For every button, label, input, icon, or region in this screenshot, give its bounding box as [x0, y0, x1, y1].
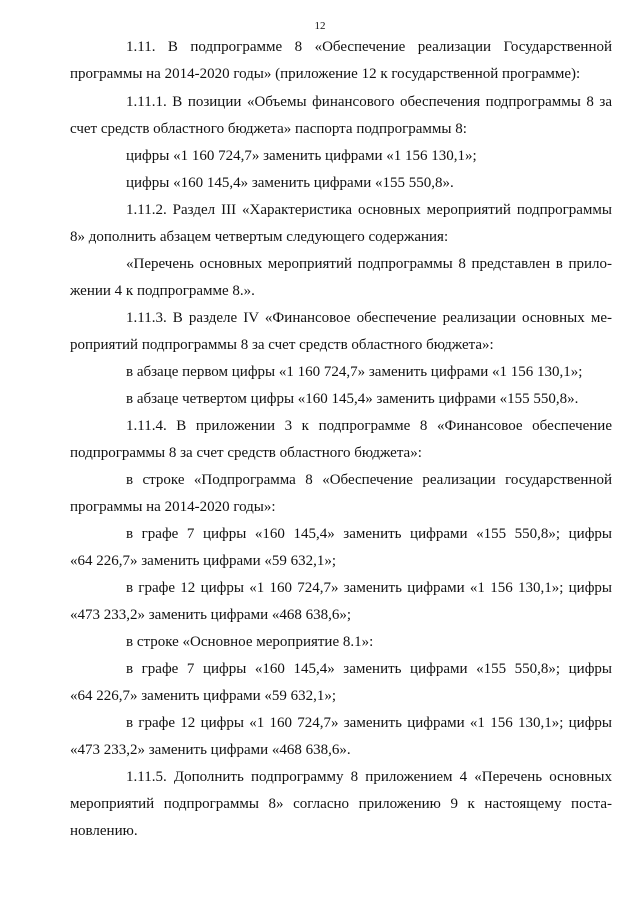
text-line: в графе 12 цифры «1 160 724,7» заменить цифрами «1 156 130,1»; цифры	[126, 580, 612, 596]
text-line: «64 226,7» заменить цифрами «59 632,1»;	[70, 688, 337, 704]
text-line: программы на 2014-2020 годы»:	[70, 499, 276, 515]
text-line: «Перечень основных мероприятий подпрограммы 8 представлен в прило-	[126, 256, 612, 272]
text-line: цифры «160 145,4» заменить цифрами «155 550,8».	[126, 175, 454, 191]
text-line: 1.11.3. В разделе IV «Финансовое обеспечение реализации основных ме-	[126, 310, 612, 326]
text-line: подпрограммы 8 за счет средств областного бюджета»:	[70, 445, 422, 461]
page-number: 12	[314, 20, 326, 32]
text-line: жении 4 к подпрограмме 8.».	[70, 283, 255, 299]
text-line: «64 226,7» заменить цифрами «59 632,1»;	[70, 553, 337, 569]
text-line: новлению.	[70, 823, 138, 839]
text-line: мероприятий подпрограммы 8» согласно приложению 9 к настоящему поста-	[70, 796, 612, 812]
text-line: цифры «1 160 724,7» заменить цифрами «1 156 130,1»;	[126, 148, 477, 164]
text-line: счет средств областного бюджета» паспорта подпрограммы 8:	[70, 121, 467, 137]
text-line: в абзаце четвертом цифры «160 145,4» заменить цифрами «155 550,8».	[126, 391, 579, 407]
text-line: в графе 7 цифры «160 145,4» заменить цифрами «155 550,8»; цифры	[126, 661, 612, 677]
text-line: «473 233,2» заменить цифрами «468 638,6».	[70, 742, 351, 758]
text-line: 8» дополнить абзацем четвертым следующего содержания:	[70, 229, 449, 245]
text-line: в строке «Основное мероприятие 8.1»:	[126, 634, 374, 650]
text-line: 1.11.4. В приложении 3 к подпрограмме 8 «Финансовое обеспечение	[126, 418, 612, 434]
text-line: 1.11. В подпрограмме 8 «Обеспечение реализации Государственной	[126, 39, 612, 55]
text-line: роприятий подпрограммы 8 за счет средств областного бюджета»:	[70, 337, 494, 353]
text-line: в графе 7 цифры «160 145,4» заменить цифрами «155 550,8»; цифры	[126, 526, 612, 542]
text-line: «473 233,2» заменить цифрами «468 638,6»;	[70, 607, 352, 623]
text-line: в абзаце первом цифры «1 160 724,7» заменить цифрами «1 156 130,1»;	[126, 364, 583, 380]
text-line: 1.11.5. Дополнить подпрограмму 8 приложением 4 «Перечень основных	[126, 769, 612, 785]
text-line: 1.11.1. В позиции «Объемы финансового обеспечения подпрограммы 8 за	[126, 94, 612, 110]
text-line: в строке «Подпрограмма 8 «Обеспечение реализации государственной	[126, 472, 612, 488]
text-line: 1.11.2. Раздел III «Характеристика основных мероприятий подпрограммы	[126, 202, 612, 218]
text-line: программы на 2014-2020 годы» (приложение 12 к государственной программе):	[70, 66, 581, 82]
text-line: в графе 12 цифры «1 160 724,7» заменить цифрами «1 156 130,1»; цифры	[126, 715, 612, 731]
